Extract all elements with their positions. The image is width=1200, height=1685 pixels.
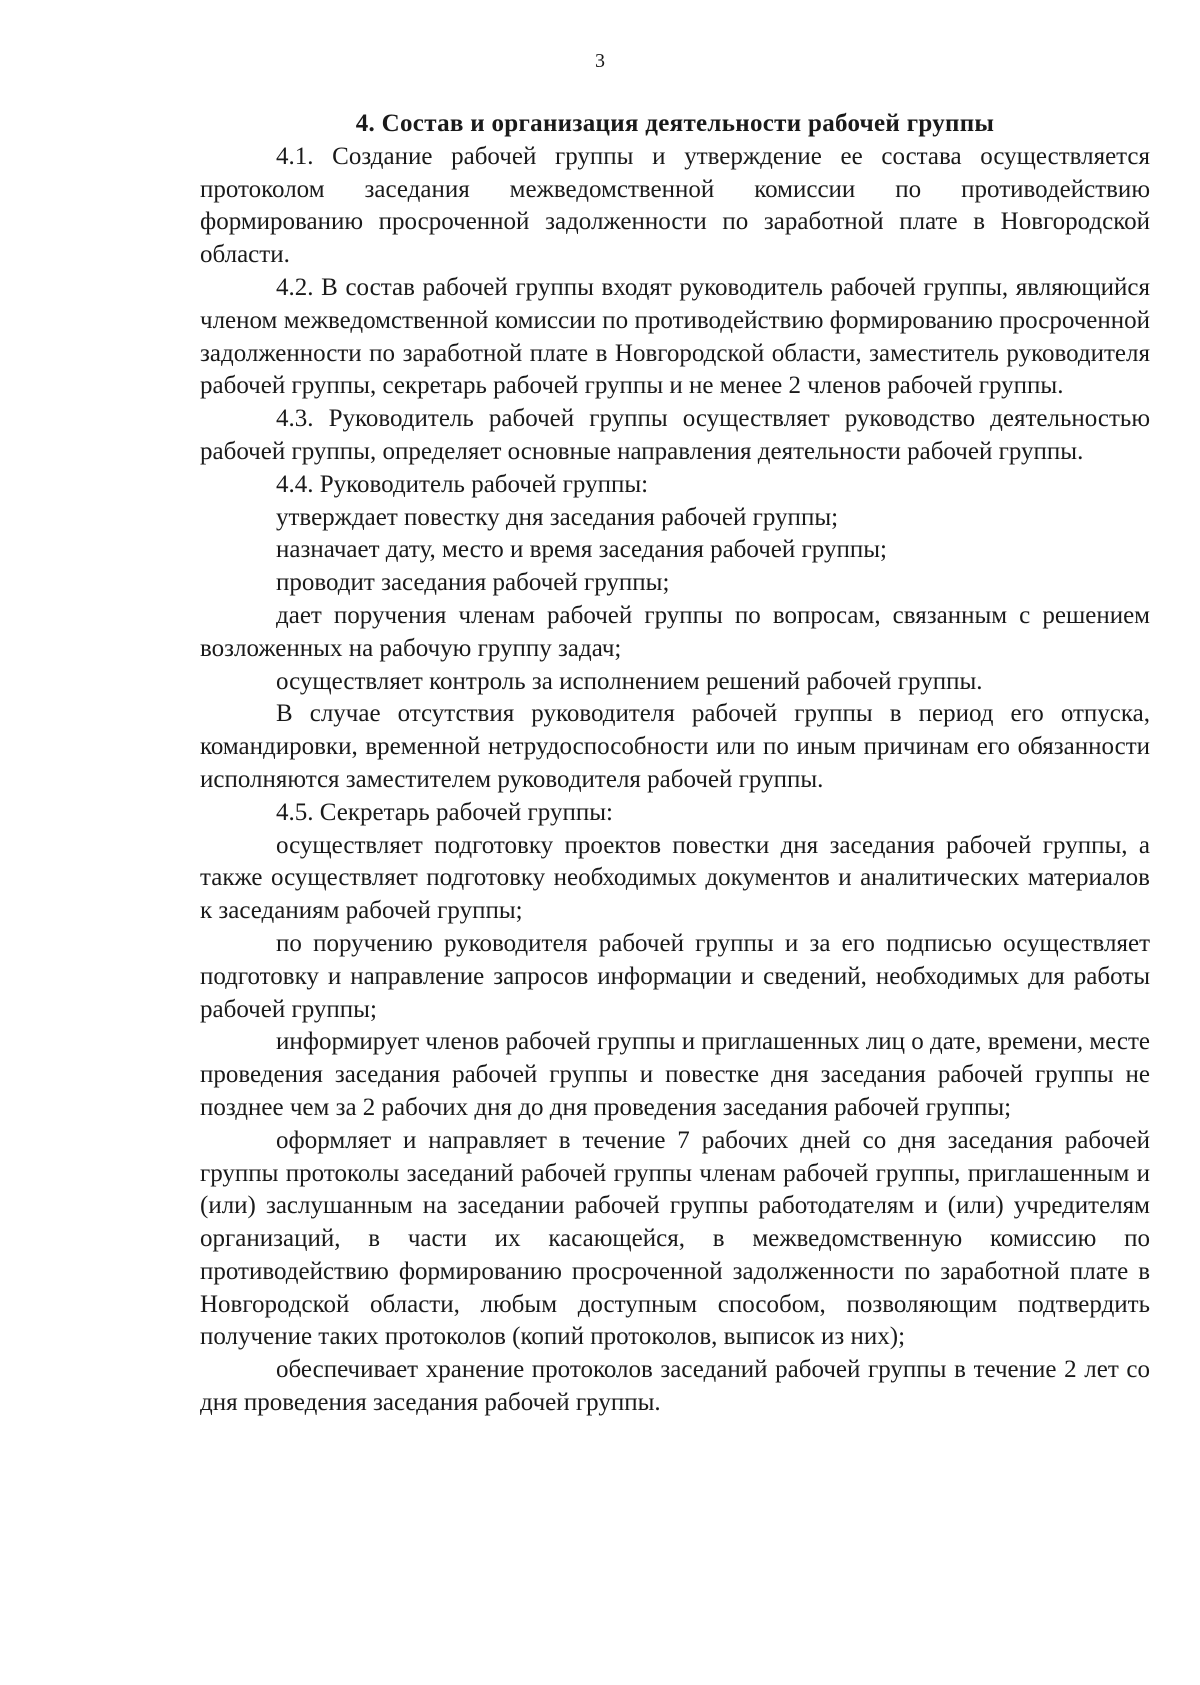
page-number: 3 — [595, 50, 605, 72]
list-item: информирует членов рабочей группы и приглашенных лиц о дате, времени, месте проведения заседания рабочей группы и повестке дня заседания рабочей группы не позднее чем за 2 рабочих дня до дня проведения заседания рабочей группы; — [200, 1028, 1150, 1121]
list-item: назначает дату, место и время заседания рабочей группы; — [276, 536, 887, 564]
document-body — [200, 108, 1150, 1420]
paragraph-4-5: 4.5. Секретарь рабочей группы: — [276, 798, 613, 826]
paragraph-4-3: 4.3. Руководитель рабочей группы осуществляет руководство деятельностью рабочей группы, определяет основные направления деятельности рабочей группы. — [200, 405, 1150, 465]
list-item: осуществляет контроль за исполнением решений рабочей группы. — [276, 667, 983, 695]
list-item: проводит заседания рабочей группы; — [276, 569, 670, 597]
paragraph-absence: В случае отсутствия руководителя рабочей группы в период его отпуска, командировки, временной нетрудоспособности или по иным причинам его обязанности исполняются заместителем руководителя рабочей группы. — [200, 700, 1150, 793]
list-item: обеспечивает хранение протоколов заседаний рабочей группы в течение 2 лет со дня проведения заседания рабочей группы. — [200, 1356, 1150, 1417]
paragraph-4-4: 4.4. Руководитель рабочей группы: — [276, 470, 649, 498]
list-item: по поручению руководителя рабочей группы и за его подписью осуществляет подготовку и направление запросов информации и сведений, необходимых для работы рабочей группы; — [200, 929, 1150, 1023]
list-item: дает поручения членам рабочей группы по вопросам, связанным с решением возложенных на рабочую группу задач; — [200, 601, 1150, 662]
section-title: 4. Состав и организация деятельности рабочей группы — [355, 110, 995, 137]
list-item: утверждает повестку дня заседания рабочей группы; — [276, 503, 839, 531]
paragraph-4-2: 4.2. В состав рабочей группы входят руководитель рабочей группы, являющийся членом межведомственной комиссии по противодействию формированию просроченной задолженности по заработной плате в Новгородской области, заместитель руководителя рабочей группы, секретарь рабочей группы и не менее 2 членов рабочей группы. — [200, 273, 1150, 400]
list-item: осуществляет подготовку проектов повестки дня заседания рабочей группы, а также осуществляет подготовку необходимых документов и аналитических материалов к заседаниям рабочей группы; — [200, 831, 1150, 925]
list-item: оформляет и направляет в течение 7 рабочих дней со дня заседания рабочей группы протоколы заседаний рабочей группы членам рабочей группы, приглашенным и (или) заслушанным на заседании рабочей группы работодателям и (или) учредителям организаций, в части их касающейся, в межведомственную комиссию по противодействию формированию просроченной задолженности по заработной плате в Новгородской области, любым доступным способом, позволяющим подтвердить получение таких протоколов (копий протоколов, выписок из них); — [200, 1126, 1150, 1351]
paragraph-4-1: 4.1. Создание рабочей группы и утверждение ее состава осуществляется протоколом заседания межведомственной комиссии по противодействию формированию просроченной задолженности по заработной плате в Новгородской области. — [200, 142, 1150, 269]
